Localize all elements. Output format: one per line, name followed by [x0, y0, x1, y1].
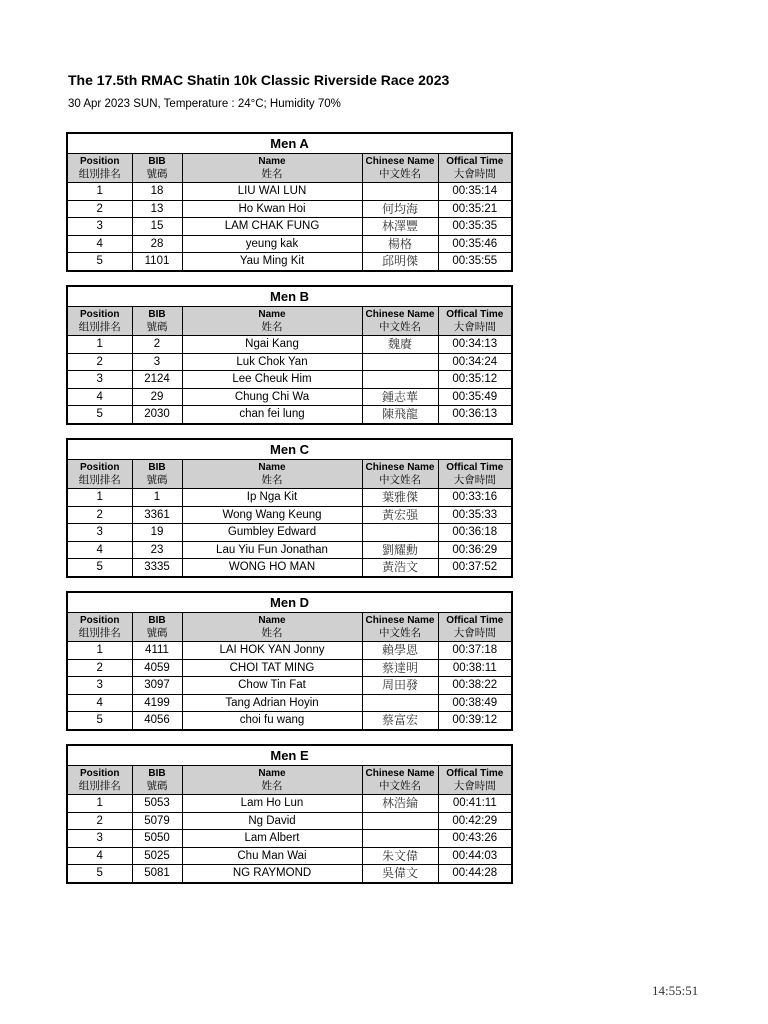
- bib-cell: 5053: [132, 795, 182, 813]
- table-row: [67, 865, 512, 883]
- position-cell: 5: [67, 406, 132, 424]
- bib-cell: 5081: [132, 865, 182, 883]
- table-row: [67, 489, 512, 507]
- name-cell: Ip Nga Kit: [182, 489, 362, 507]
- bib-cell: 4056: [132, 712, 182, 730]
- race-conditions: 30 Apr 2023 SUN, Temperature : 24°C; Humidity 70%: [68, 98, 341, 110]
- bib-cell: 2030: [132, 406, 182, 424]
- bib-cell: 3335: [132, 559, 182, 577]
- header-label-cn: 组別排名: [78, 474, 121, 486]
- column-header-official-time: [438, 766, 512, 795]
- name-cell: Luk Chok Yan: [182, 353, 362, 371]
- name-cell: LIU WAI LUN: [182, 183, 362, 201]
- header-label-en: Offical Time: [446, 768, 504, 779]
- header-label-en: BIB: [148, 768, 166, 779]
- header-label-en: Position: [80, 309, 120, 320]
- chinese-name-cell: 周田發: [362, 677, 438, 695]
- column-header-name: [182, 307, 362, 336]
- name-cell: Ngai Kang: [182, 336, 362, 354]
- name-cell: Lee Cheuk Him: [182, 371, 362, 389]
- header-label-en: Position: [80, 462, 120, 473]
- group-title: Men D: [67, 592, 512, 613]
- name-cell: Lam Albert: [182, 830, 362, 848]
- header-label-cn: 大會時間: [453, 474, 496, 486]
- time-cell: 00:36:18: [438, 524, 512, 542]
- chinese-name-cell: 林澤豐: [362, 218, 438, 236]
- chinese-name-cell: 楊格: [362, 235, 438, 253]
- header-label-en: BIB: [148, 309, 166, 320]
- header-label-en: Chinese Name: [365, 309, 435, 320]
- header-label-en: BIB: [148, 462, 166, 473]
- bib-cell: 18: [132, 183, 182, 201]
- column-header-name: [182, 154, 362, 183]
- chinese-name-cell: 林浩綸: [362, 795, 438, 813]
- header-label-en: Position: [80, 156, 120, 167]
- time-cell: 00:37:52: [438, 559, 512, 577]
- name-cell: NG RAYMOND: [182, 865, 362, 883]
- name-cell: Wong Wang Keung: [182, 506, 362, 524]
- header-label-en: Chinese Name: [365, 768, 435, 779]
- group-title: Men B: [67, 286, 512, 307]
- chinese-name-cell: [362, 524, 438, 542]
- bib-cell: 3: [132, 353, 182, 371]
- position-cell: 3: [67, 830, 132, 848]
- name-cell: choi fu wang: [182, 712, 362, 730]
- column-header-chinese-name: [362, 613, 438, 642]
- column-header-chinese-name: [362, 154, 438, 183]
- chinese-name-cell: [362, 183, 438, 201]
- header-label-en: Chinese Name: [365, 462, 435, 473]
- chinese-name-cell: 蔡富宏: [362, 712, 438, 730]
- time-cell: 00:34:13: [438, 336, 512, 354]
- table-row: [67, 371, 512, 389]
- time-cell: 00:35:14: [438, 183, 512, 201]
- header-label-en: Name: [258, 156, 286, 167]
- header-label-en: Position: [80, 615, 120, 626]
- table-row: [67, 524, 512, 542]
- position-cell: 3: [67, 524, 132, 542]
- name-cell: Yau Ming Kit: [182, 253, 362, 271]
- bib-cell: 19: [132, 524, 182, 542]
- header-label-en: BIB: [148, 615, 166, 626]
- time-cell: 00:37:18: [438, 642, 512, 660]
- header-label-en: Chinese Name: [365, 156, 435, 167]
- header-label-cn: 大會時間: [453, 321, 496, 333]
- column-header-bib: [132, 307, 182, 336]
- bib-cell: 23: [132, 541, 182, 559]
- page-title: The 17.5th RMAC Shatin 10k Classic Riverside Race 2023: [68, 72, 450, 88]
- header-label-cn: 號碼: [146, 627, 168, 639]
- time-cell: 00:38:11: [438, 659, 512, 677]
- time-cell: 00:38:49: [438, 694, 512, 712]
- name-cell: Chow Tin Fat: [182, 677, 362, 695]
- header-label-cn: 號碼: [146, 321, 168, 333]
- table-row: [67, 200, 512, 218]
- position-cell: 1: [67, 642, 132, 660]
- name-cell: WONG HO MAN: [182, 559, 362, 577]
- header-label-cn: 组別排名: [78, 168, 121, 180]
- column-header-bib: [132, 460, 182, 489]
- position-cell: 4: [67, 388, 132, 406]
- header-label-cn: 大會時間: [453, 627, 496, 639]
- header-label-cn: 姓名: [261, 168, 283, 180]
- header-label-cn: 中文姓名: [379, 474, 421, 486]
- time-cell: 00:35:49: [438, 388, 512, 406]
- table-row: [67, 677, 512, 695]
- time-cell: 00:38:22: [438, 677, 512, 695]
- column-header-official-time: [438, 460, 512, 489]
- bib-cell: 13: [132, 200, 182, 218]
- time-cell: 00:36:13: [438, 406, 512, 424]
- bib-cell: 4059: [132, 659, 182, 677]
- bib-cell: 2124: [132, 371, 182, 389]
- chinese-name-cell: 邱明傑: [362, 253, 438, 271]
- chinese-name-cell: 黃宏强: [362, 506, 438, 524]
- header-label-en: Offical Time: [446, 156, 504, 167]
- name-cell: yeung kak: [182, 235, 362, 253]
- bib-cell: 29: [132, 388, 182, 406]
- results-table: [66, 591, 513, 731]
- position-cell: 2: [67, 200, 132, 218]
- column-header-official-time: [438, 613, 512, 642]
- bib-cell: 3097: [132, 677, 182, 695]
- position-cell: 2: [67, 353, 132, 371]
- chinese-name-cell: 蔡達明: [362, 659, 438, 677]
- header-label-en: Chinese Name: [365, 615, 435, 626]
- chinese-name-cell: [362, 371, 438, 389]
- table-row: [67, 812, 512, 830]
- position-cell: 5: [67, 712, 132, 730]
- name-cell: Chung Chi Wa: [182, 388, 362, 406]
- header-label-cn: 组別排名: [78, 780, 121, 792]
- header-label-en: Position: [80, 768, 120, 779]
- header-label-cn: 中文姓名: [379, 321, 421, 333]
- table-row: [67, 218, 512, 236]
- table-row: [67, 406, 512, 424]
- time-cell: 00:35:21: [438, 200, 512, 218]
- bib-cell: 28: [132, 235, 182, 253]
- bib-cell: 4199: [132, 694, 182, 712]
- header-label-cn: 组別排名: [78, 627, 121, 639]
- table-row: [67, 253, 512, 271]
- column-header-chinese-name: [362, 766, 438, 795]
- header-label-cn: 中文姓名: [379, 168, 421, 180]
- time-cell: 00:35:55: [438, 253, 512, 271]
- header-label-cn: 姓名: [261, 474, 283, 486]
- position-cell: 5: [67, 865, 132, 883]
- group-title: Men A: [67, 133, 512, 154]
- table-row: [67, 183, 512, 201]
- header-label-cn: 號碼: [146, 168, 168, 180]
- time-cell: 00:41:11: [438, 795, 512, 813]
- column-header-position: [67, 460, 132, 489]
- bib-cell: 2: [132, 336, 182, 354]
- header-label-cn: 大會時間: [453, 168, 496, 180]
- position-cell: 4: [67, 235, 132, 253]
- table-row: [67, 847, 512, 865]
- chinese-name-cell: 何均海: [362, 200, 438, 218]
- header-label-cn: 號碼: [146, 474, 168, 486]
- name-cell: Ng David: [182, 812, 362, 830]
- name-cell: Lam Ho Lun: [182, 795, 362, 813]
- chinese-name-cell: 劉耀勳: [362, 541, 438, 559]
- name-cell: Lau Yiu Fun Jonathan: [182, 541, 362, 559]
- header-label-en: Name: [258, 768, 286, 779]
- header-label-en: Offical Time: [446, 309, 504, 320]
- time-cell: 00:39:12: [438, 712, 512, 730]
- header-label-cn: 姓名: [261, 321, 283, 333]
- position-cell: 1: [67, 795, 132, 813]
- table-row: [67, 388, 512, 406]
- chinese-name-cell: [362, 812, 438, 830]
- position-cell: 1: [67, 183, 132, 201]
- table-row: [67, 353, 512, 371]
- position-cell: 1: [67, 489, 132, 507]
- time-cell: 00:34:24: [438, 353, 512, 371]
- time-cell: 00:44:28: [438, 865, 512, 883]
- chinese-name-cell: 朱文偉: [362, 847, 438, 865]
- name-cell: Tang Adrian Hoyin: [182, 694, 362, 712]
- time-cell: 00:35:12: [438, 371, 512, 389]
- chinese-name-cell: 陳飛龍: [362, 406, 438, 424]
- column-header-name: [182, 766, 362, 795]
- table-row: [67, 830, 512, 848]
- name-cell: chan fei lung: [182, 406, 362, 424]
- name-cell: LAI HOK YAN Jonny: [182, 642, 362, 660]
- table-row: [67, 659, 512, 677]
- header-label-cn: 姓名: [261, 780, 283, 792]
- column-header-name: [182, 613, 362, 642]
- print-timestamp: 14:55:51: [652, 983, 699, 998]
- time-cell: 00:33:16: [438, 489, 512, 507]
- column-header-position: [67, 766, 132, 795]
- table-row: [67, 642, 512, 660]
- column-header-bib: [132, 154, 182, 183]
- column-header-position: [67, 154, 132, 183]
- header-label-cn: 大會時間: [453, 780, 496, 792]
- results-table: [66, 438, 513, 578]
- position-cell: 2: [67, 659, 132, 677]
- chinese-name-cell: [362, 830, 438, 848]
- bib-cell: 5050: [132, 830, 182, 848]
- header-label-cn: 组別排名: [78, 321, 121, 333]
- header-label-en: Name: [258, 309, 286, 320]
- chinese-name-cell: 鍾志華: [362, 388, 438, 406]
- group-title: Men E: [67, 745, 512, 766]
- header-label-en: BIB: [148, 156, 166, 167]
- position-cell: 5: [67, 559, 132, 577]
- bib-cell: 1101: [132, 253, 182, 271]
- group-title: Men C: [67, 439, 512, 460]
- column-header-name: [182, 460, 362, 489]
- position-cell: 2: [67, 812, 132, 830]
- bib-cell: 4111: [132, 642, 182, 660]
- table-row: [67, 694, 512, 712]
- position-cell: 4: [67, 694, 132, 712]
- bib-cell: 1: [132, 489, 182, 507]
- header-label-cn: 中文姓名: [379, 627, 421, 639]
- table-row: [67, 559, 512, 577]
- chinese-name-cell: 賴學恩: [362, 642, 438, 660]
- table-row: [67, 506, 512, 524]
- name-cell: Gumbley Edward: [182, 524, 362, 542]
- time-cell: 00:35:33: [438, 506, 512, 524]
- results-table: [66, 744, 513, 884]
- header-label-en: Offical Time: [446, 462, 504, 473]
- bib-cell: 5025: [132, 847, 182, 865]
- position-cell: 3: [67, 218, 132, 236]
- column-header-chinese-name: [362, 307, 438, 336]
- table-row: [67, 795, 512, 813]
- table-row: [67, 336, 512, 354]
- position-cell: 2: [67, 506, 132, 524]
- chinese-name-cell: 黃浩文: [362, 559, 438, 577]
- chinese-name-cell: [362, 694, 438, 712]
- header-label-cn: 中文姓名: [379, 780, 421, 792]
- position-cell: 1: [67, 336, 132, 354]
- time-cell: 00:36:29: [438, 541, 512, 559]
- column-header-position: [67, 613, 132, 642]
- bib-cell: 3361: [132, 506, 182, 524]
- name-cell: LAM CHAK FUNG: [182, 218, 362, 236]
- name-cell: Ho Kwan Hoi: [182, 200, 362, 218]
- chinese-name-cell: 吳偉文: [362, 865, 438, 883]
- results-table: [66, 285, 513, 425]
- position-cell: 4: [67, 541, 132, 559]
- header-label-en: Name: [258, 615, 286, 626]
- bib-cell: 15: [132, 218, 182, 236]
- time-cell: 00:42:29: [438, 812, 512, 830]
- position-cell: 5: [67, 253, 132, 271]
- column-header-position: [67, 307, 132, 336]
- name-cell: Chu Man Wai: [182, 847, 362, 865]
- column-header-official-time: [438, 154, 512, 183]
- column-header-official-time: [438, 307, 512, 336]
- column-header-chinese-name: [362, 460, 438, 489]
- column-header-bib: [132, 613, 182, 642]
- column-header-bib: [132, 766, 182, 795]
- results-table: [66, 132, 513, 272]
- position-cell: 4: [67, 847, 132, 865]
- chinese-name-cell: 魏賡: [362, 336, 438, 354]
- bib-cell: 5079: [132, 812, 182, 830]
- chinese-name-cell: 葉雅傑: [362, 489, 438, 507]
- header-label-en: Offical Time: [446, 615, 504, 626]
- table-row: [67, 712, 512, 730]
- header-label-en: Name: [258, 462, 286, 473]
- table-row: [67, 235, 512, 253]
- header-label-cn: 號碼: [146, 780, 168, 792]
- time-cell: 00:35:35: [438, 218, 512, 236]
- name-cell: CHOI TAT MING: [182, 659, 362, 677]
- chinese-name-cell: [362, 353, 438, 371]
- time-cell: 00:35:46: [438, 235, 512, 253]
- time-cell: 00:44:03: [438, 847, 512, 865]
- position-cell: 3: [67, 677, 132, 695]
- header-label-cn: 姓名: [261, 627, 283, 639]
- time-cell: 00:43:26: [438, 830, 512, 848]
- position-cell: 3: [67, 371, 132, 389]
- table-row: [67, 541, 512, 559]
